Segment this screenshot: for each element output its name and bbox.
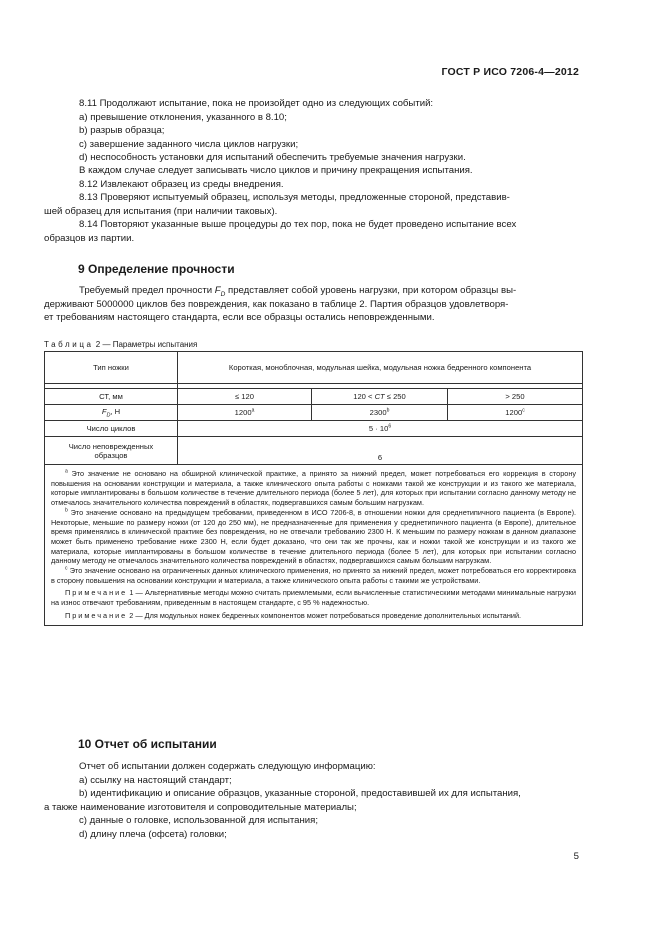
para-8-13-line2: шей образец для испытания (при наличии таковых). (44, 206, 278, 217)
undamaged-value: 6 (178, 437, 583, 465)
para-8-14-line1: 8.14 Повторяют указанные выше процедуры до тех пор, пока не будет проведено испытание всех (79, 219, 517, 230)
fd-value-1: 1200$^a$ (178, 405, 312, 421)
fd-value-3: 1200$^c$ (448, 405, 583, 421)
footnote-b: $^b$ Это значение основано на предыдущем требовании, приведенном в ИСО 7206-8, в отношении ножки для среднетипичного пациента (в Европе). Некоторые, меньшие по размеру ножки (от 120 до 250 мм), не предназначенные для применения у среднетипичного пациента (в Европе), длительное время применялись в клинической практике без повреждения, но не отвечали требованию 2300 Н. К меньшим по размеру ножкам в данном диапазоне может быть применено требование ниже 2300 Н, если будет доказано, что они так же прочны, как и ножки такой же конструкции и из такого же материала, которые имплантированы в большом количестве в течение длительного периода (более 5 лет), для которых при испытании согласно данному методу не отмечалось значительного количества повреждений в областях, подвергавшихся самым большим нагрузкам. (51, 507, 577, 566)
section-9-line3: ет требованиям настоящего стандарта, если все образцы остались неповрежденными. (44, 312, 435, 323)
page-number: 5 (573, 851, 579, 862)
section-10-intro: Отчет об испытании должен содержать следующую информацию: (79, 761, 376, 772)
ct-label: СТ, мм (45, 389, 178, 405)
section-10-heading: 10 Отчет об испытании (78, 737, 217, 751)
table-notes (45, 465, 583, 626)
para-8-12: 8.12 Извлекают образец из среды внедрения. (79, 179, 284, 190)
test-parameters-table (44, 351, 583, 626)
list-item-a: а) превышение отклонения, указанного в 8.10; (79, 112, 287, 123)
section-9-line1: Требуемый предел прочности $F_D$ представляет собой уровень нагрузки, при котором образцы вы- (79, 285, 517, 298)
undamaged-label: Число неповрежденных образцов (45, 437, 178, 465)
section-9-heading: 9 Определение прочности (78, 262, 235, 276)
report-item-d: d) длину плеча (офсета) головки; (79, 829, 227, 840)
record-note: В каждом случае следует записывать число циклов и причину прекращения испытания. (79, 165, 473, 176)
fd-value-2: 2300$^b$ (312, 405, 448, 421)
footnote-c: $^c$ Это значение основано на ограниченных данных клинического применения, но принято за нижний предел, может потребоваться его корректировка в сторону повышения на основании конструкции и материала, а также клинического опыта работы с такими же устройствами. (51, 565, 577, 585)
report-item-a: а) ссылку на настоящий стандарт; (79, 775, 232, 786)
table-caption: Таблица 2 — Параметры испытания (44, 340, 198, 349)
remark-1: Примечание 1 — Альтернативные методы можно считать приемлемыми, если вычисленные статистическими методами минимальные нагрузки на износ отвечают требованиям, приведенным в настоящем стандарте, с 95 % надежностью. (51, 588, 577, 608)
ct-value-1: ≤ 120 (178, 389, 312, 405)
report-item-b-line2: а также наименование изготовителя и сопроводительные материалы; (44, 802, 357, 813)
para-8-14-line2: образцов из партии. (44, 233, 135, 244)
ct-value-2: 120 < CT ≤ 250 (312, 389, 448, 405)
list-item-c: c) завершение заданного числа циклов нагрузки; (79, 139, 299, 150)
fd-label: $F_D$, Н (45, 405, 178, 421)
list-item-d: d) неспособность установки для испытаний обеспечить требуемые значения нагрузки. (79, 152, 466, 163)
cycles-label: Число циклов (45, 421, 178, 437)
footnote-a: $^a$ Это значение не основано на обширной клинической практике, а принято за нижний предел, может потребоваться его коррекция в сторону повышения на основании конструкции и материала, а также клинического опыта работы с ножками такой же конструкции и из такого же материала, которые имплантированы в большом количестве в течение длительного периода (более 5 лет), для которых при испытании согласно данному методу не отмечалось значительного количества повреждений в областях, подвергавшихся самым большим нагрузкам. (51, 468, 577, 508)
ct-value-3: > 250 (448, 389, 583, 405)
remark-2: Примечание 2 — Для модульных ножек бедренных компонентов может потребоваться проведение дополнительных испытаний. (65, 610, 522, 620)
cycles-value: $5 \cdot 10^6$ (178, 421, 583, 437)
report-item-c: c) данные о головке, использованной для испытания; (79, 815, 319, 826)
header-stem-type: Тип ножки (45, 352, 178, 384)
para-8-13-line1: 8.13 Проверяют испытуемый образец, используя методы, предложенные стороной, представив- (79, 192, 510, 203)
document-header: ГОСТ Р ИСО 7206-4—2012 (441, 66, 579, 78)
section-9-line2: держивают 5000000 циклов без повреждения, как показано в таблице 2. Партия образцов удовлетворя- (44, 299, 509, 310)
report-item-b-line1: b) идентификацию и описание образцов, указанные стороной, предоставившей их для испытания, (79, 788, 521, 799)
header-stem-description: Короткая, моноблочная, модульная шейка, модульная ножка бедренного компонента (178, 352, 583, 384)
list-item-b: b) разрыв образца; (79, 125, 165, 136)
para-8-11: 8.11 Продолжают испытание, пока не произойдет одно из следующих событий: (79, 98, 434, 109)
